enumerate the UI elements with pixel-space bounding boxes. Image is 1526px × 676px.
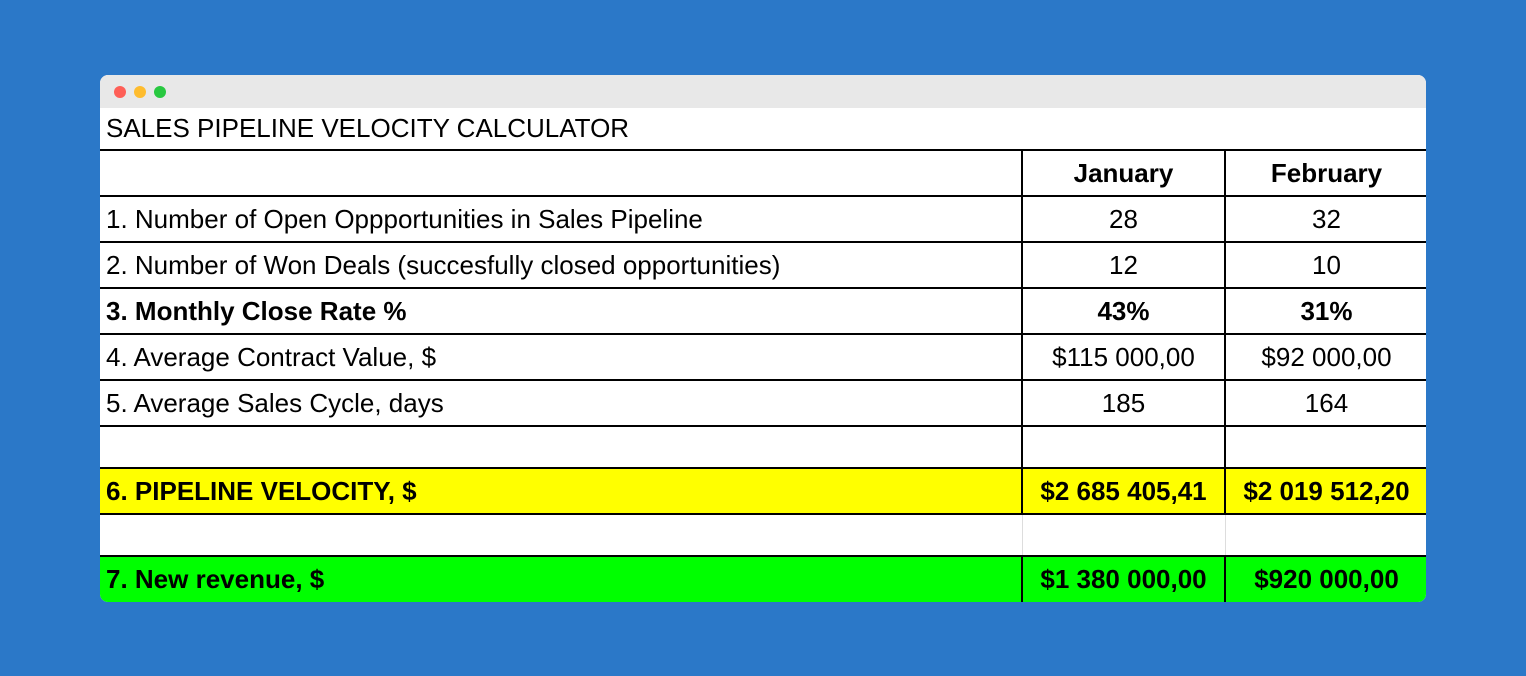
cell-february[interactable]: 164 [1225,380,1426,426]
table-row-pipeline-velocity [100,468,1426,514]
empty-cell[interactable] [100,514,1022,556]
cell-january[interactable]: 43% [1022,288,1225,334]
sheet-title: SALES PIPELINE VELOCITY CALCULATOR [106,113,630,143]
empty-row [100,514,1426,556]
row-label[interactable]: 3. Monthly Close Rate % [100,288,1022,334]
header-row [100,150,1426,196]
cell-february[interactable]: $92 000,00 [1225,334,1426,380]
table-row-won-deals [100,242,1426,288]
calculator-table [100,149,1426,602]
empty-cell[interactable] [1225,514,1426,556]
cell-february[interactable]: 31% [1225,288,1426,334]
table-row-close-rate [100,288,1426,334]
row-label[interactable]: 6. PIPELINE VELOCITY, $ [100,468,1022,514]
empty-cell[interactable] [1022,426,1225,468]
minimize-window-button[interactable] [134,86,146,98]
table-row-open-opportunities [100,196,1426,242]
cell-january[interactable]: $1 380 000,00 [1022,556,1225,602]
window-titlebar [100,75,1426,108]
table-row-sales-cycle [100,380,1426,426]
empty-cell[interactable] [1225,426,1426,468]
cell-january[interactable]: $2 685 405,41 [1022,468,1225,514]
empty-row [100,426,1426,468]
maximize-window-button[interactable] [154,86,166,98]
header-cell-january[interactable]: January [1022,150,1225,196]
header-cell-label[interactable] [100,150,1022,196]
empty-cell[interactable] [100,426,1022,468]
cell-february[interactable]: 32 [1225,196,1426,242]
empty-cell[interactable] [1022,514,1225,556]
row-label[interactable]: 4. Average Contract Value, $ [100,334,1022,380]
cell-january[interactable]: 185 [1022,380,1225,426]
cell-january[interactable]: 12 [1022,242,1225,288]
row-label[interactable]: 1. Number of Open Oppportunities in Sales Pipeline [100,196,1022,242]
row-label[interactable]: 7. New revenue, $ [100,556,1022,602]
row-label[interactable]: 5. Average Sales Cycle, days [100,380,1022,426]
cell-february[interactable]: $2 019 512,20 [1225,468,1426,514]
header-cell-february[interactable]: February [1225,150,1426,196]
close-window-button[interactable] [114,86,126,98]
cell-january[interactable]: $115 000,00 [1022,334,1225,380]
table-row-new-revenue [100,556,1426,602]
cell-january[interactable]: 28 [1022,196,1225,242]
table-row-contract-value [100,334,1426,380]
cell-february[interactable]: 10 [1225,242,1426,288]
spreadsheet-window [100,75,1426,602]
cell-february[interactable]: $920 000,00 [1225,556,1426,602]
row-label[interactable]: 2. Number of Won Deals (succesfully closed opportunities) [100,242,1022,288]
